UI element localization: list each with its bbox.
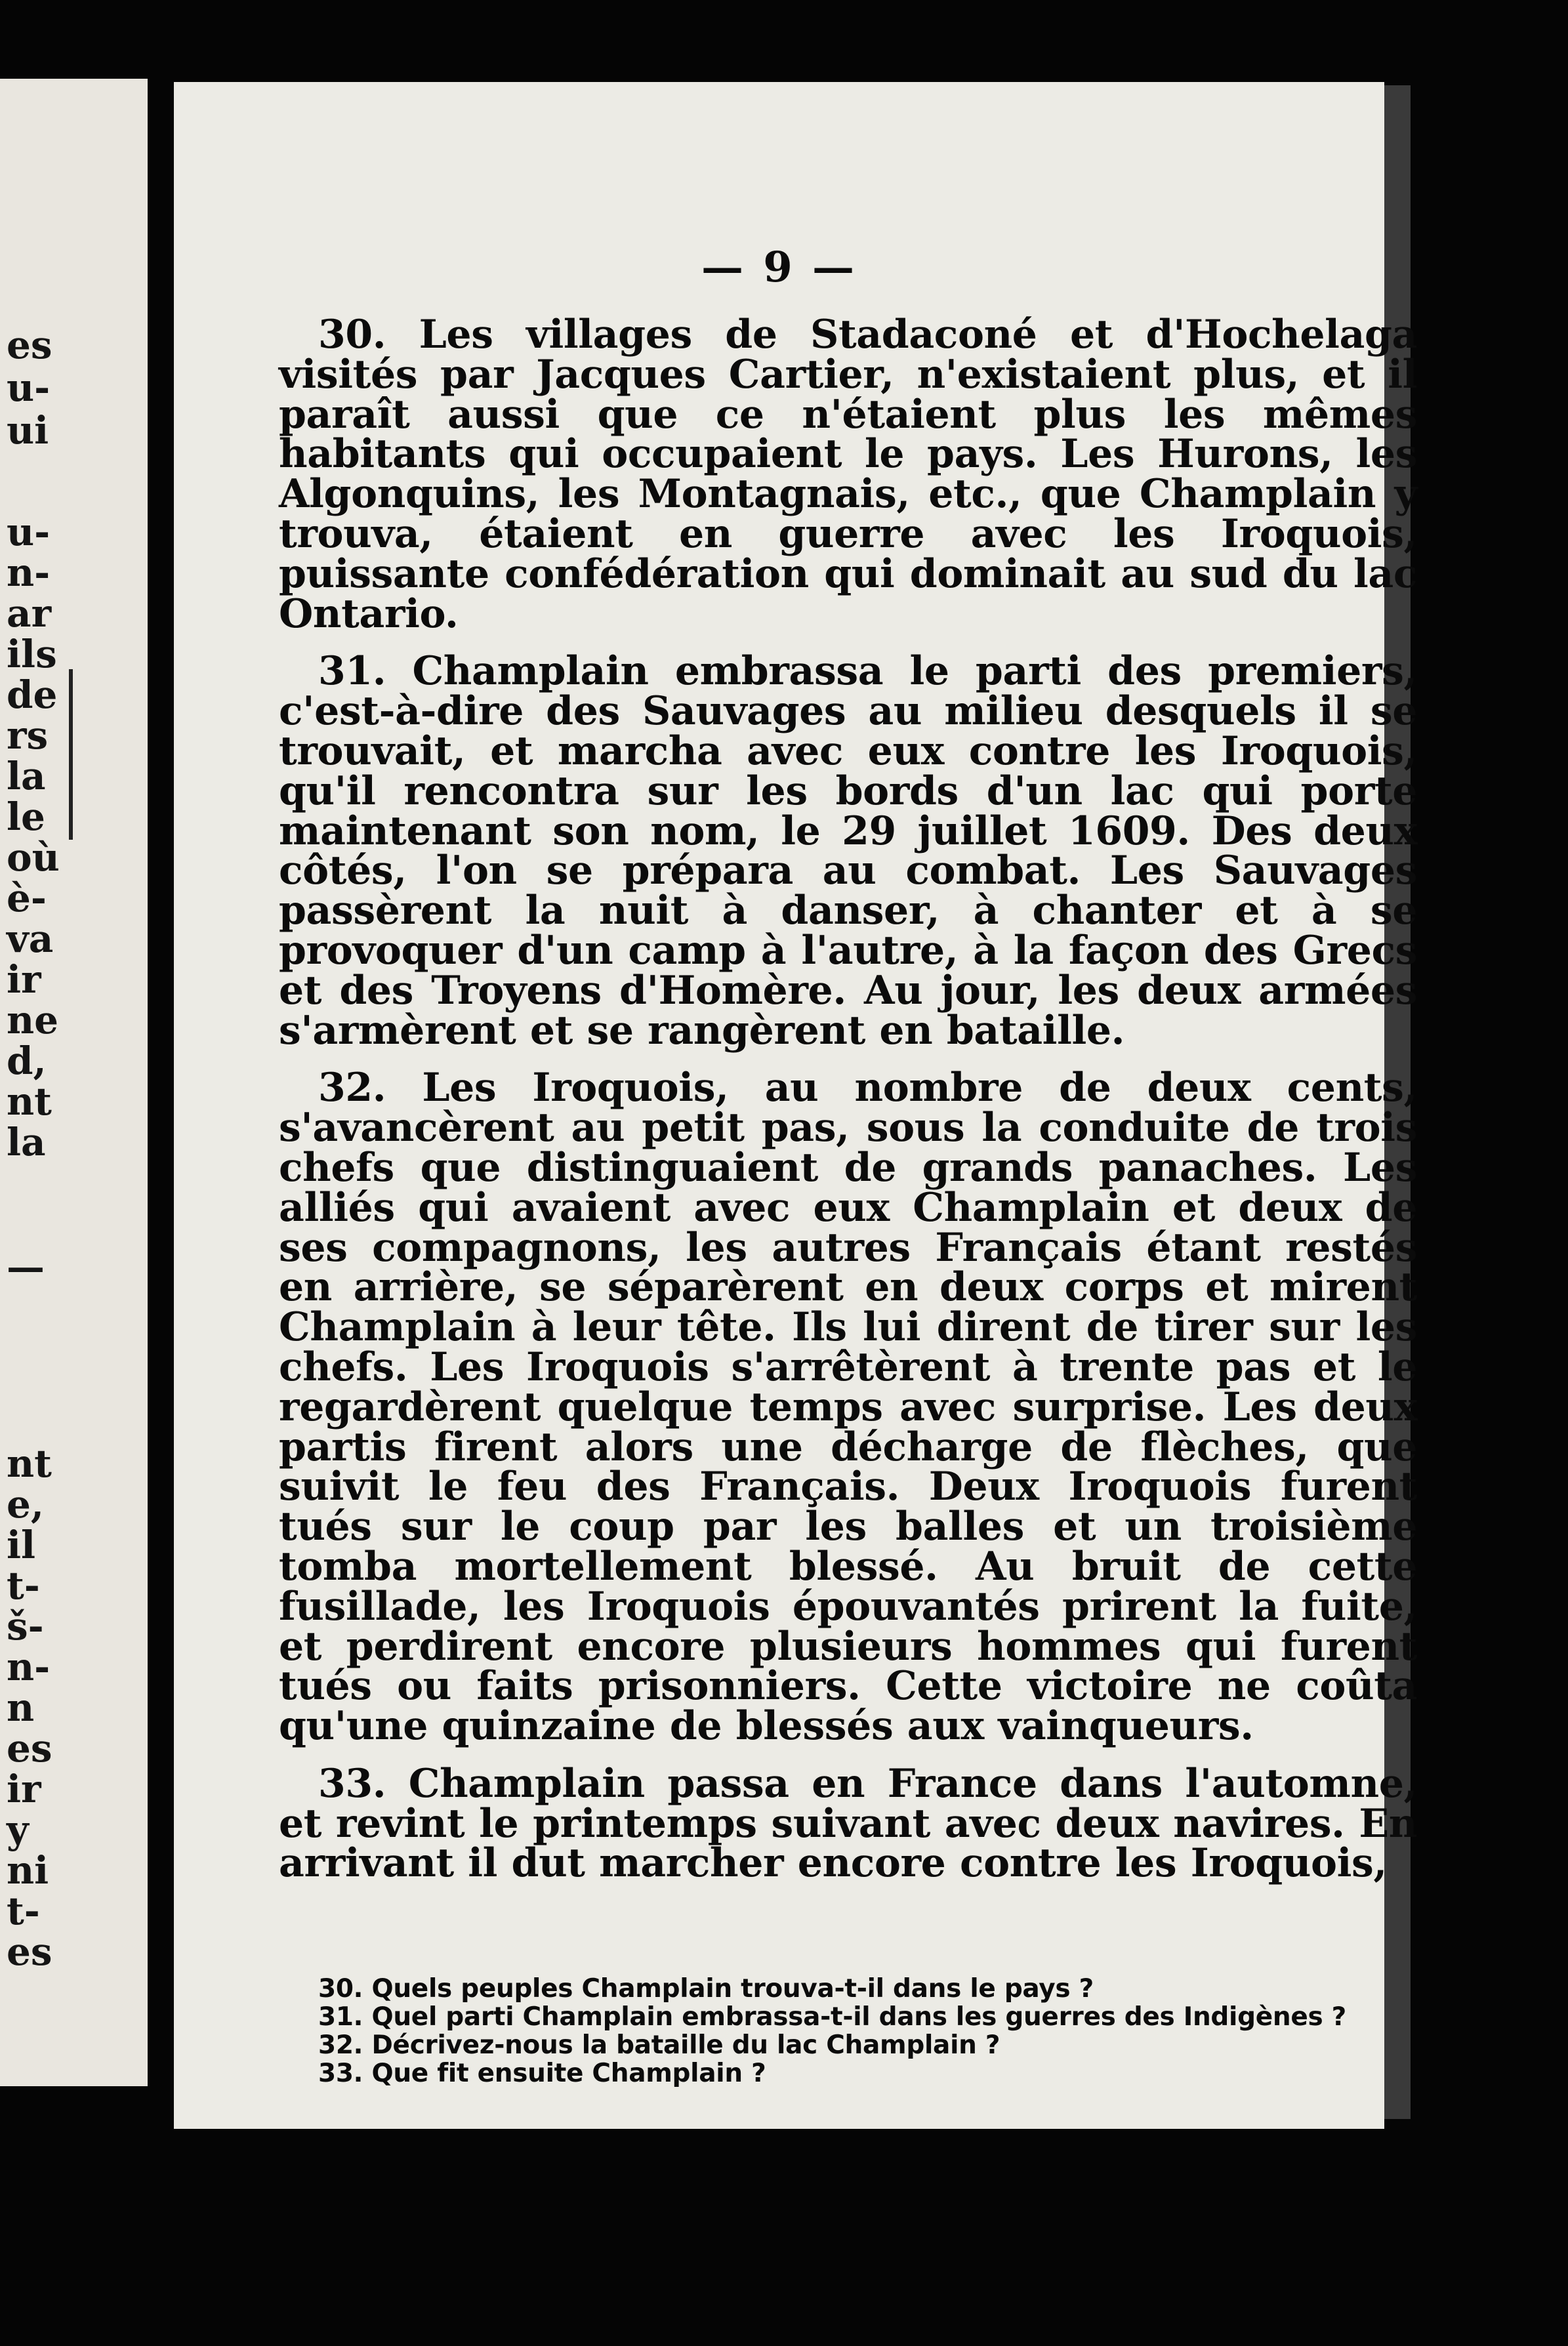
facing-page-fragment: ni xyxy=(7,1848,49,1893)
facing-page-fragment: nt xyxy=(7,1441,52,1486)
facing-page-fragment: t- xyxy=(7,1563,40,1608)
paragraph-number: 31. xyxy=(318,648,386,695)
facing-page-fragment: d, xyxy=(7,1039,47,1083)
paragraph-text: Champlain passa en France dans l'automne, et revint le printemps suivant avec deux navires. En arrivant il dut marcher encore contre les Iroquois, xyxy=(279,1760,1417,1887)
facing-page-fragment: es xyxy=(7,1726,52,1771)
facing-page-fragment: es xyxy=(7,1929,52,1974)
facing-page-fragment: t- xyxy=(7,1889,40,1933)
facing-page-fragment: š- xyxy=(7,1604,44,1649)
facing-page-fragment: n- xyxy=(7,550,51,595)
question-text: Quel parti Champlain embrassa-t-il dans les guerres des Indigènes ? xyxy=(371,2002,1346,2032)
facing-page-fragment: e, xyxy=(7,1482,45,1527)
facing-page-fragment: è- xyxy=(7,876,47,920)
facing-page-fragment: n- xyxy=(7,1645,51,1689)
facing-page-fragment: rs xyxy=(7,713,49,758)
paragraph-text: Les villages de Stadaconé et d'Hochelaga visités par Jacques Cartier, n'existaient plus, et il paraît aussi que ce n'étaient plus les mêmes habitants qui occupaient le pays. Les Hurons, les Algonquins, les Montagnais, etc., que Champlain y trouva, étaient en guerre avec les Iroquois, puissante confédération qui dominait au sud du lac Ontario. xyxy=(279,312,1417,637)
facing-page-fragment: où xyxy=(7,835,60,880)
paragraph-31 xyxy=(279,648,1417,1054)
facing-page-fragment: va xyxy=(7,916,54,961)
facing-page-fragment: ir xyxy=(7,957,41,1002)
paragraph-30 xyxy=(279,312,1417,637)
facing-page-fragment: u- xyxy=(7,510,51,554)
question-number: 33. xyxy=(318,2059,363,2088)
facing-page-fragment: la xyxy=(7,1120,46,1164)
facing-page-fragment: ils xyxy=(7,632,57,676)
facing-page-fragment: ui xyxy=(7,408,49,453)
facing-page-fragment: il xyxy=(7,1523,36,1567)
paragraph-text: Champlain embrassa le parti des premiers, c'est-à-dire des Sauvages au milieu desquels il se trouvait, et marcha avec eux contre les Iroquois, qu'il rencontra sur les bords d'un lac qui porte maintenant son nom, le 29 juillet 1609. Des deux côtés, l'on se prépara au combat. Les Sauvages passèrent la nuit à danser, à chanter et à se provoquer d'un camp à l'autre, à la façon des Grecs et des Troyens d'Homère. Au jour, les deux armées s'armèrent et se rangèrent en bataille. xyxy=(279,648,1417,1054)
paragraph-text: Les Iroquois, au nombre de deux cents, s'avancèrent au petit pas, sous la conduite de trois chefs que distinguaient de grands panaches. Les alliés qui avaient avec eux Champlain et deux de ses compagnons, les autres Français étant restés en arrière, se séparèrent en deux corps et mirent Champlain à leur tête. Ils lui dirent de tirer sur les chefs. Les Iroquois s'arrêtèrent à trente pas et le regardèrent quelque temps avec surprise. Les deux partis firent alors une décharge de flèches, que suivit le feu des Français. Deux Iroquois furent tués sur le coup par les balles et un troisième tomba mortellement blessé. Au bruit de cette fusillade, les Iroquois épouvantés prirent la fuite, et perdirent encore plusieurs hommes qui furent tués ou faits prisonniers. Cette victoire ne coûta qu'une quinzaine de blessés aux vainqueurs. xyxy=(279,1065,1417,1750)
facing-page-fragment: nt xyxy=(7,1079,52,1124)
paragraph-number: 32. xyxy=(318,1065,386,1111)
facing-page-fragment: n xyxy=(7,1685,35,1730)
review-questions xyxy=(279,1975,1417,2088)
facing-page-fragment: de xyxy=(7,672,58,717)
facing-page-fragment: es xyxy=(7,323,52,367)
question-number: 32. xyxy=(318,2030,363,2060)
question-text: Quels peuples Champlain trouva-t-il dans le pays ? xyxy=(371,1974,1094,2004)
paragraph-number: 33. xyxy=(318,1760,386,1807)
paragraph-33 xyxy=(279,1760,1417,1887)
page-number: — 9 — xyxy=(701,243,857,292)
question-number: 30. xyxy=(318,1974,363,2004)
facing-page-fragment: le xyxy=(7,794,45,839)
question-text: Que fit ensuite Champlain ? xyxy=(371,2059,766,2088)
question-32 xyxy=(279,2031,1417,2059)
gutter-mark xyxy=(69,669,73,840)
facing-page-fragment: la xyxy=(7,754,46,798)
facing-page-fragment: — xyxy=(7,1245,45,1289)
facing-page-fragment: u- xyxy=(7,365,51,410)
facing-page-fragment: ar xyxy=(7,591,52,636)
book-page xyxy=(174,82,1417,2129)
question-31 xyxy=(279,2003,1417,2031)
question-number: 31. xyxy=(318,2002,363,2032)
question-30 xyxy=(279,1975,1417,2003)
question-33 xyxy=(279,2059,1417,2088)
paragraph-number: 30. xyxy=(318,312,386,358)
facing-page-edge xyxy=(0,79,148,2086)
body-text xyxy=(279,312,1417,1901)
facing-page-fragment: ir xyxy=(7,1767,41,1811)
facing-page-fragment: y xyxy=(7,1807,29,1852)
facing-page-fragment: ne xyxy=(7,998,59,1042)
question-text: Décrivez-nous la bataille du lac Champlain ? xyxy=(371,2030,1001,2060)
paragraph-32 xyxy=(279,1065,1417,1750)
